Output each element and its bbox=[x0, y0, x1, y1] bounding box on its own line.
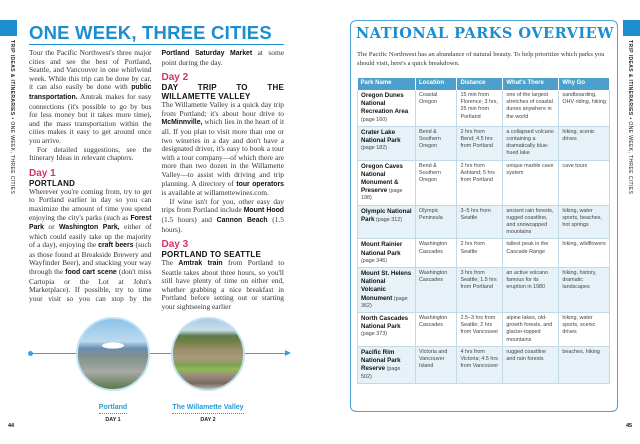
what-cell: alpine lakes, old-growth forests, and glacier-topped mountains bbox=[503, 313, 559, 347]
location-cell: Coastal Oregon bbox=[416, 90, 457, 126]
why-cell: hiking, wildflowers bbox=[559, 239, 610, 268]
column-header: What's There bbox=[503, 78, 559, 90]
what-cell: unique marble cave system bbox=[503, 160, 559, 205]
bold-highlight: McMinnville, bbox=[161, 119, 203, 127]
sidebar-intro: The Pacific Northwest has an abundance of natural beauty. To help prioritize which parks you should visit, here's a quick breakdown. bbox=[357, 51, 605, 68]
page-title: ONE WEEK, THREE CITIES bbox=[29, 22, 272, 43]
what-cell: one of the largest stretches of coastal dunes anywhere in the world bbox=[503, 90, 559, 126]
distance-cell: 2 hrs from Seattle bbox=[457, 239, 503, 268]
text-run: Amtrak makes for easy connections (it's possible to go by bus for less money but it takes more time), and the mass transportation within the cities makes it easy to get around once you arrive. bbox=[29, 91, 152, 145]
timeline-arrow-icon bbox=[285, 350, 291, 356]
distance-cell: 3 hrs from Seattle; 1.5 hrs from Portland bbox=[457, 268, 503, 313]
table-row bbox=[358, 160, 610, 205]
stop-name: The Willamette Valley bbox=[172, 404, 243, 414]
bold-highlight: Forest Park bbox=[29, 214, 152, 232]
bold-highlight: craft beers bbox=[98, 242, 134, 250]
text-run: Tour the Pacific Northwest's three major cities and see the best of Portland, Seattle, and Vancouver in one whirlwind week. While this trip can be done by car, it can also easily be done with bbox=[29, 48, 152, 92]
distance-cell: 4 hrs from Victoria; 4.5 hrs from Vancouver bbox=[457, 346, 503, 383]
day-subheading: PORTLAND bbox=[29, 178, 76, 188]
what-cell: a collapsed volcano containing a dramatically blue-hued lake bbox=[503, 126, 559, 160]
park-name-cell bbox=[358, 126, 416, 160]
page-ref: (page 160) bbox=[361, 116, 388, 123]
park-name: Oregon Caves National Monument & Preserve bbox=[361, 162, 403, 195]
day-heading: Day 3 bbox=[161, 239, 189, 251]
bold-highlight: Portland Saturday Market bbox=[161, 50, 253, 57]
park-name-cell bbox=[358, 268, 416, 313]
table-row bbox=[358, 126, 610, 160]
page-ref: (page 312) bbox=[375, 216, 402, 223]
portland-photo bbox=[76, 317, 150, 391]
page-ref: (page 198) bbox=[361, 188, 403, 202]
park-name-cell bbox=[358, 239, 416, 268]
timeline-line bbox=[30, 353, 288, 354]
bold-highlight: Cannon Beach bbox=[216, 216, 268, 224]
sidebar-title: NATIONAL PARKS OVERVIEW bbox=[356, 25, 615, 42]
page-number: 45 bbox=[626, 423, 633, 429]
page-ref: (page 502) bbox=[361, 366, 401, 380]
text-run: Wherever you're coming from, try to get to Portland earlier in day so you can maximize the amount of time you spend enjoying the city's parks (such as bbox=[29, 186, 152, 222]
text-run: The bbox=[161, 258, 179, 268]
timeline-start-dot bbox=[28, 351, 33, 356]
column-header: Location bbox=[416, 78, 457, 90]
location-cell: Bend & Southern Oregon bbox=[416, 126, 457, 160]
location-cell: Olympic Peninsula bbox=[416, 205, 457, 239]
day-heading: Day 2 bbox=[161, 72, 189, 84]
timeline-stop-2 bbox=[153, 396, 263, 423]
page-ref: (page 373) bbox=[361, 331, 388, 338]
page-ref: (page 346) bbox=[361, 257, 388, 264]
running-head: TRIP IDEAS & ITINERARIES • ONE WEEK, THREE CITIES bbox=[627, 40, 633, 195]
column-header: Distance bbox=[457, 78, 503, 90]
why-cell: hiking, water sports, scenic drives bbox=[559, 313, 610, 347]
park-name: Pacific Rim National Park Reserve bbox=[361, 348, 401, 373]
location-cell: Washington Cascades bbox=[416, 239, 457, 268]
park-name-cell bbox=[358, 346, 416, 383]
stop-day: DAY 2 bbox=[200, 417, 216, 423]
park-name-cell bbox=[358, 205, 416, 239]
park-name: Oregon Dunes National Recreation Area bbox=[361, 92, 409, 116]
location-cell: Washington Cascades bbox=[416, 268, 457, 313]
text-run: or bbox=[43, 222, 60, 232]
table-row bbox=[358, 268, 610, 313]
table-row bbox=[358, 205, 610, 239]
text-run: from Portland to Seattle takes about three hours, so you'll still have plenty of time on either end, whether grabbing a nice breakfast in Portland before setting out or starting your sightseeing earlier bbox=[161, 258, 285, 312]
distance-cell: 2 hrs from Bend; 4.5 hrs from Portland bbox=[457, 126, 503, 160]
parks-table bbox=[357, 78, 610, 384]
text-run: (don't miss Cartopia or the Lot at John's Marketplace). If possible, try to time your visit so you can stop by the bbox=[29, 267, 152, 303]
bold-highlight: Mount Hood bbox=[243, 207, 284, 215]
what-cell: an active volcano famous for its eruption in 1980 bbox=[503, 268, 559, 313]
distance-cell: 2 hrs from Ashland; 5 hrs from Portland bbox=[457, 160, 503, 205]
running-head: TRIP IDEAS & ITINERARIES • ONE WEEK, THREE CITIES bbox=[9, 40, 15, 195]
park-name-cell bbox=[358, 160, 416, 205]
bold-highlight: food cart scene bbox=[65, 269, 117, 277]
page-ref: (page 362) bbox=[361, 295, 408, 309]
page-number: 44 bbox=[8, 423, 15, 429]
stop-name: Portland bbox=[99, 404, 127, 414]
why-cell: hiking, water sports, beaches, hot springs bbox=[559, 205, 610, 239]
park-name-cell bbox=[358, 313, 416, 347]
why-cell: beaches, hiking bbox=[559, 346, 610, 383]
distance-cell: 3–5 hrs from Seattle bbox=[457, 205, 503, 239]
bold-highlight: Washington Park, bbox=[59, 224, 120, 232]
what-cell: rugged coastline and rain forests bbox=[503, 346, 559, 383]
park-name: North Cascades National Park bbox=[361, 315, 409, 331]
table-row bbox=[358, 90, 610, 126]
stop-day: DAY 1 bbox=[105, 417, 121, 423]
willamette-valley-photo bbox=[171, 317, 245, 391]
timeline-stop-1 bbox=[58, 396, 168, 423]
park-name: Mount St. Helens National Volcanic Monument bbox=[361, 270, 412, 302]
location-cell: Washington Cascades bbox=[416, 313, 457, 347]
page-ref: (page 182) bbox=[361, 145, 388, 152]
table-row bbox=[358, 346, 610, 383]
table-row bbox=[358, 313, 610, 347]
park-name: Olympic National Park bbox=[361, 207, 412, 223]
chapter-tab bbox=[623, 20, 640, 36]
text-run: which lies in the heart of it all. If you plan to visit more than one or two wineries in a day and don't have a designated driver, it's easy to book a tour with a tour company—of which there are more than two dozen in the Willamette Valley—to assist with driving and trip planning. A directory of bbox=[161, 117, 284, 188]
text-run: For detailed suggestions, see the Itinerary Ideas in relevant chapters. bbox=[29, 144, 152, 163]
text-run: (1.5 hours). bbox=[161, 214, 284, 234]
text-run: The Willamette Valley is a quick day trip from Portland; it's about hour drive to bbox=[161, 100, 284, 118]
day-subheading: DAY TRIP TO THE WILLAMETTE VALLEY bbox=[161, 83, 284, 102]
location-cell: Bend & Southern Oregon bbox=[416, 160, 457, 205]
text-run: (1.5 hours) and bbox=[161, 214, 217, 224]
bold-highlight: tour operators bbox=[236, 180, 284, 188]
why-cell: sandboarding, OHV riding, hiking bbox=[559, 90, 610, 126]
text-run: If wine isn't for you, other easy day trips from Portland include bbox=[161, 196, 284, 215]
text-run: at some point during the day. bbox=[161, 48, 284, 67]
column-header: Why Go bbox=[559, 78, 610, 90]
park-name: Mount Rainier National Park bbox=[361, 241, 403, 257]
distance-cell: 15 min from Florence; 3 hrs, 25 min from Portland bbox=[457, 90, 503, 126]
why-cell: hiking, history, dramatic landscapes bbox=[559, 268, 610, 313]
park-name-cell bbox=[358, 90, 416, 126]
location-cell: Victoria and Vancouver Island bbox=[416, 346, 457, 383]
day-subheading: PORTLAND TO SEATTLE bbox=[161, 250, 262, 260]
why-cell: hiking, scenic drives bbox=[559, 126, 610, 160]
day-heading: Day 1 bbox=[29, 167, 56, 179]
text-run: either of which could easily take up the majority of a day), enjoying the bbox=[29, 222, 152, 250]
what-cell: ancient rain forests, rugged coastline, and snowcapped mountains bbox=[503, 205, 559, 239]
text-run: is available at willamettewines.com. bbox=[161, 188, 269, 198]
why-cell: cave tours bbox=[559, 160, 610, 205]
day-timeline bbox=[0, 8, 300, 444]
park-name: Crater Lake National Park bbox=[361, 128, 401, 145]
distance-cell: 2.5–3 hrs from Seattle; 2 hrs from Vancouver bbox=[457, 313, 503, 347]
table-row bbox=[358, 239, 610, 268]
column-header: Park Name bbox=[358, 78, 416, 90]
what-cell: tallest peak in the Cascade Range bbox=[503, 239, 559, 268]
table-header-row bbox=[358, 78, 610, 90]
bold-highlight: public transportation. bbox=[29, 84, 152, 101]
bold-highlight: Amtrak train bbox=[178, 260, 223, 268]
text-run: (such as those found at Breakside Brewery and Wayfinder Beer), and snacking your way through the bbox=[29, 240, 152, 277]
